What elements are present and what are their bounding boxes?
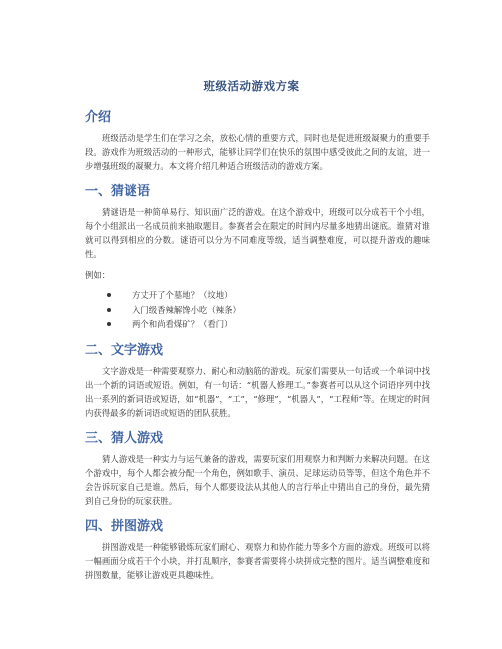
section-word-game	[73, 339, 430, 420]
section-paragraph: 文字游戏是一种需要观察力、耐心和动脑筋的游戏。玩家们需要从一句话或一个单词中找出一个新的词语或短语。例如，有一句话：“机器人修理工。”参赛者可以从这个词语序列中找出一系列的新词语或短语，如“机器”，“工”，“修理”，“机器人”，“工程师”等。在规定的时间内获得最多的新词语或短语的团队获胜。	[85, 365, 430, 418]
section-heading: 四、拼图游戏	[85, 518, 164, 534]
list-item: 两个和尚看煤矿？（看门）	[107, 317, 430, 332]
intro-heading: 介绍	[85, 110, 112, 125]
list-item: 入门级香辣解馋小吃（辣条）	[107, 303, 430, 318]
section-paragraph: 猜人游戏是一种实力与运气兼备的游戏，需要玩家们用观察力和判断力来解决问题。在这个游戏中，每个人都会被分配一个角色，例如歌手、演员、足球运动员等等，但这个角色并不会告诉玩家自己是谁。然后，每个人都要设法从其他人的言行举止中猜出自己的身份，最先猜到自己身份的玩家获胜。	[85, 453, 430, 506]
section-guess-who	[73, 427, 430, 508]
intro-paragraph: 班级活动是学生们在学习之余，放松心情的重要方式，同时也是促进班级凝聚力的重要手段。游戏作为班级活动的一种形式，能够让同学们在快乐的氛围中感受彼此之间的友谊，进一步增强班级的凝聚力。本文将介绍几种适合班级活动的游戏方案。	[85, 133, 430, 171]
section-heading: 一、猜谜语	[85, 184, 151, 199]
intro-section	[73, 106, 430, 173]
section-riddles	[73, 180, 430, 332]
section-paragraph: 拼图游戏是一种能够锻炼玩家们耐心、观察力和协作能力等多个方面的游戏。班级可以将一幅画面分成若干个小块，并打乱顺序，参赛者需要将小块拼成完整的图片。适当调整难度和拼图数量，能够让游戏更具趣味性。	[85, 541, 430, 580]
list-item: 方丈开了个墓地？（坟地）	[107, 288, 430, 303]
example-label: 例如：	[85, 270, 111, 280]
section-heading: 三、猜人游戏	[85, 430, 164, 446]
section-puzzle	[73, 515, 430, 582]
section-paragraph: 猜谜语是一种简单易行、知识面广泛的游戏。在这个游戏中，班级可以分成若干个小组，每个小组派出一名成员前来抽取题目。参赛者会在限定的时间内尽量多地猜出谜底。谁猜对谁就可以得到相应的分数。谜语可以分为不同难度等级，适当调整难度，可以提升游戏的趣味性。	[85, 207, 430, 259]
section-heading: 二、文字游戏	[85, 342, 164, 358]
example-list	[73, 288, 430, 332]
document-title: 班级活动游戏方案	[203, 79, 300, 93]
